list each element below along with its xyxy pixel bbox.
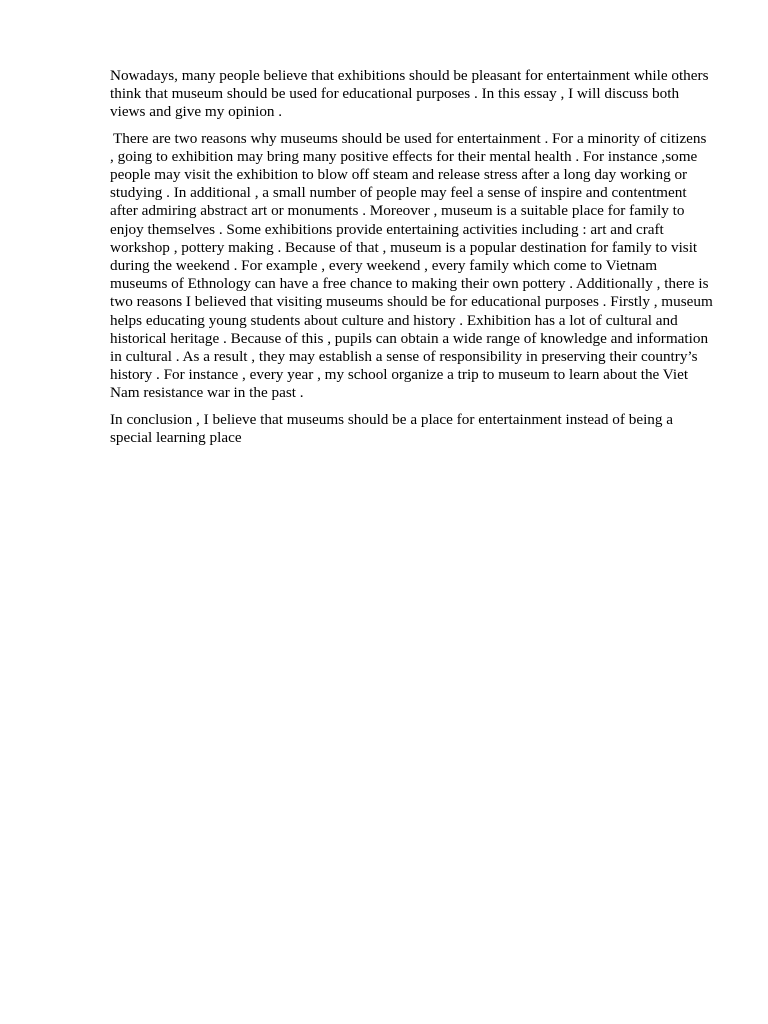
introduction-paragraph: Nowadays, many people believe that exhibitions should be pleasant for entertainment while others think that museum should be used for educational purposes . In this essay , I will discuss both views and give my opinion . bbox=[110, 67, 709, 121]
conclusion-paragraph: In conclusion , I believe that museums should be a place for entertainment instead of being a special learning place bbox=[110, 410, 674, 446]
essay-body bbox=[110, 67, 714, 455]
body-paragraph: There are two reasons why museums should be used for entertainment . For a minority of citizens , going to exhibition may bring many positive effects for their mental health . For instance ,some people may visit the exhibition to blow off steam and release stress after a long day working or studying . In additional , a small number of people may feel a sense of inspire and contentment after admiring abstract art or monuments . Moreover , museum is a suitable place for family to enjoy themselves . Some exhibitions provide entertaining activities including : art and craft workshop , pottery making . Because of that , museum is a popular destination for family to visit during the weekend . For example , every weekend , every family which come to Vietnam museums of Ethnology can have a free chance to making their own pottery . Additionally , there is two reasons I believed that visiting museums should be for educational purposes . Firstly , museum helps educating young students about culture and history . Exhibition has a lot of cultural and historical heritage . Because of this , pupils can obtain a wide range of knowledge and information in cultural . As a result , they may establish a sense of responsibility in preserving their country’s history . For instance , every year , my school organize a trip to museum to learn about the Viet Nam resistance war in the past . bbox=[110, 129, 713, 402]
